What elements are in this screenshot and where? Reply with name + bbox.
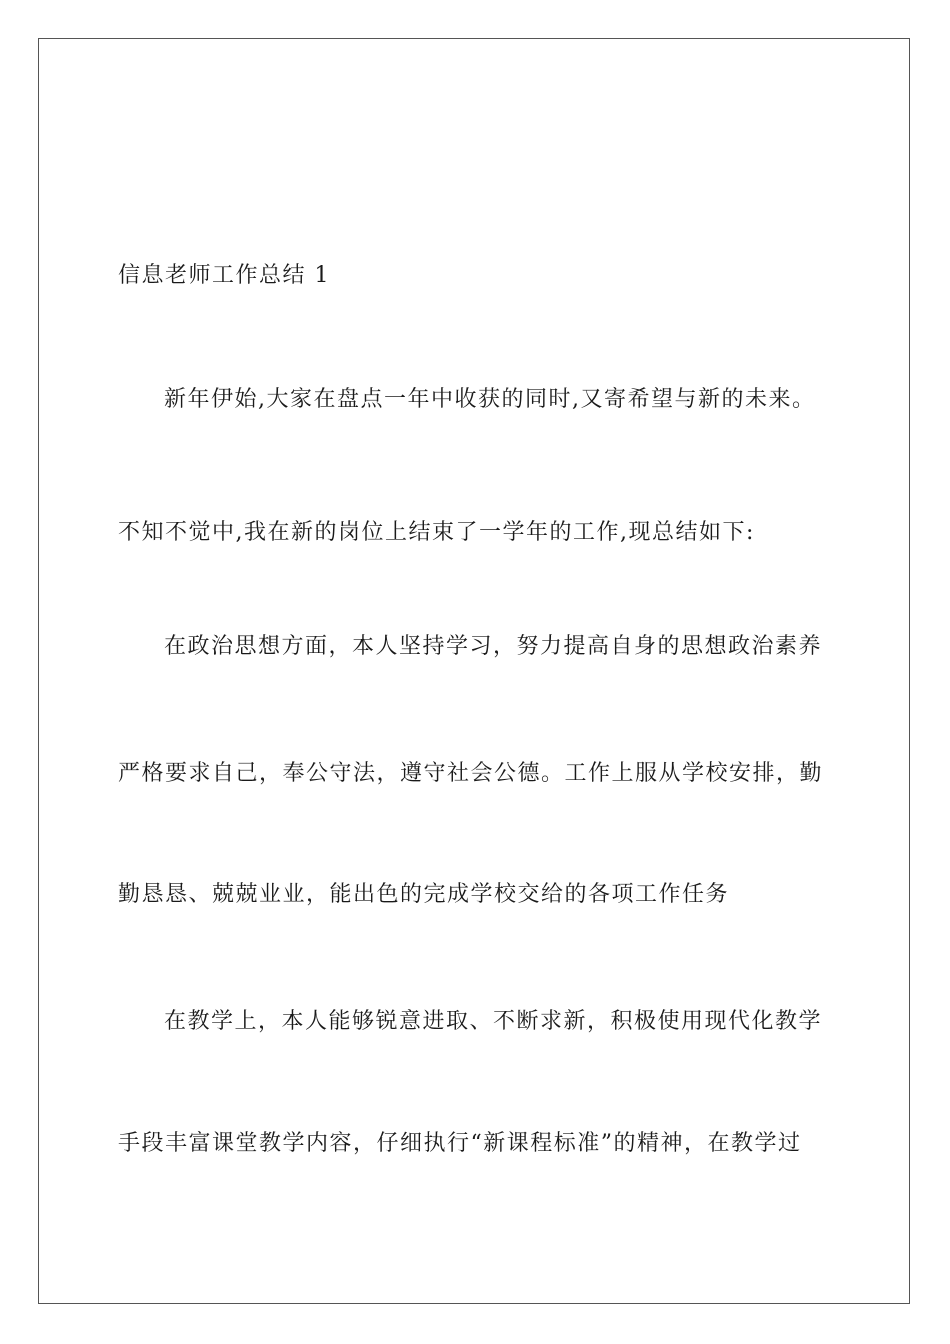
paragraph-line: 在教学上，本人能够锐意进取、不断求新，积极使用现代化教学 (164, 1009, 823, 1034)
paragraph-line: 在政治思想方面，本人坚持学习，努力提高自身的思想政治素养 (164, 634, 823, 659)
paragraph-line: 不知不觉中,我在新的岗位上结束了一学年的工作,现总结如下: (118, 520, 755, 545)
paragraph-line: 手段丰富课堂教学内容，仔细执行“新课程标准”的精神，在教学过 (118, 1131, 802, 1156)
paragraph-line: 新年伊始,大家在盘点一年中收获的同时,又寄希望与新的未来。 (164, 387, 816, 412)
paragraph-line: 严格要求自己，奉公守法，遵守社会公德。工作上服从学校安排，勤 (118, 761, 824, 786)
document-title: 信息老师工作总结 1 (118, 263, 330, 288)
paragraph-line: 勤恳恳、兢兢业业，能出色的完成学校交给的各项工作任务 (118, 882, 730, 907)
page-border (38, 38, 910, 1304)
